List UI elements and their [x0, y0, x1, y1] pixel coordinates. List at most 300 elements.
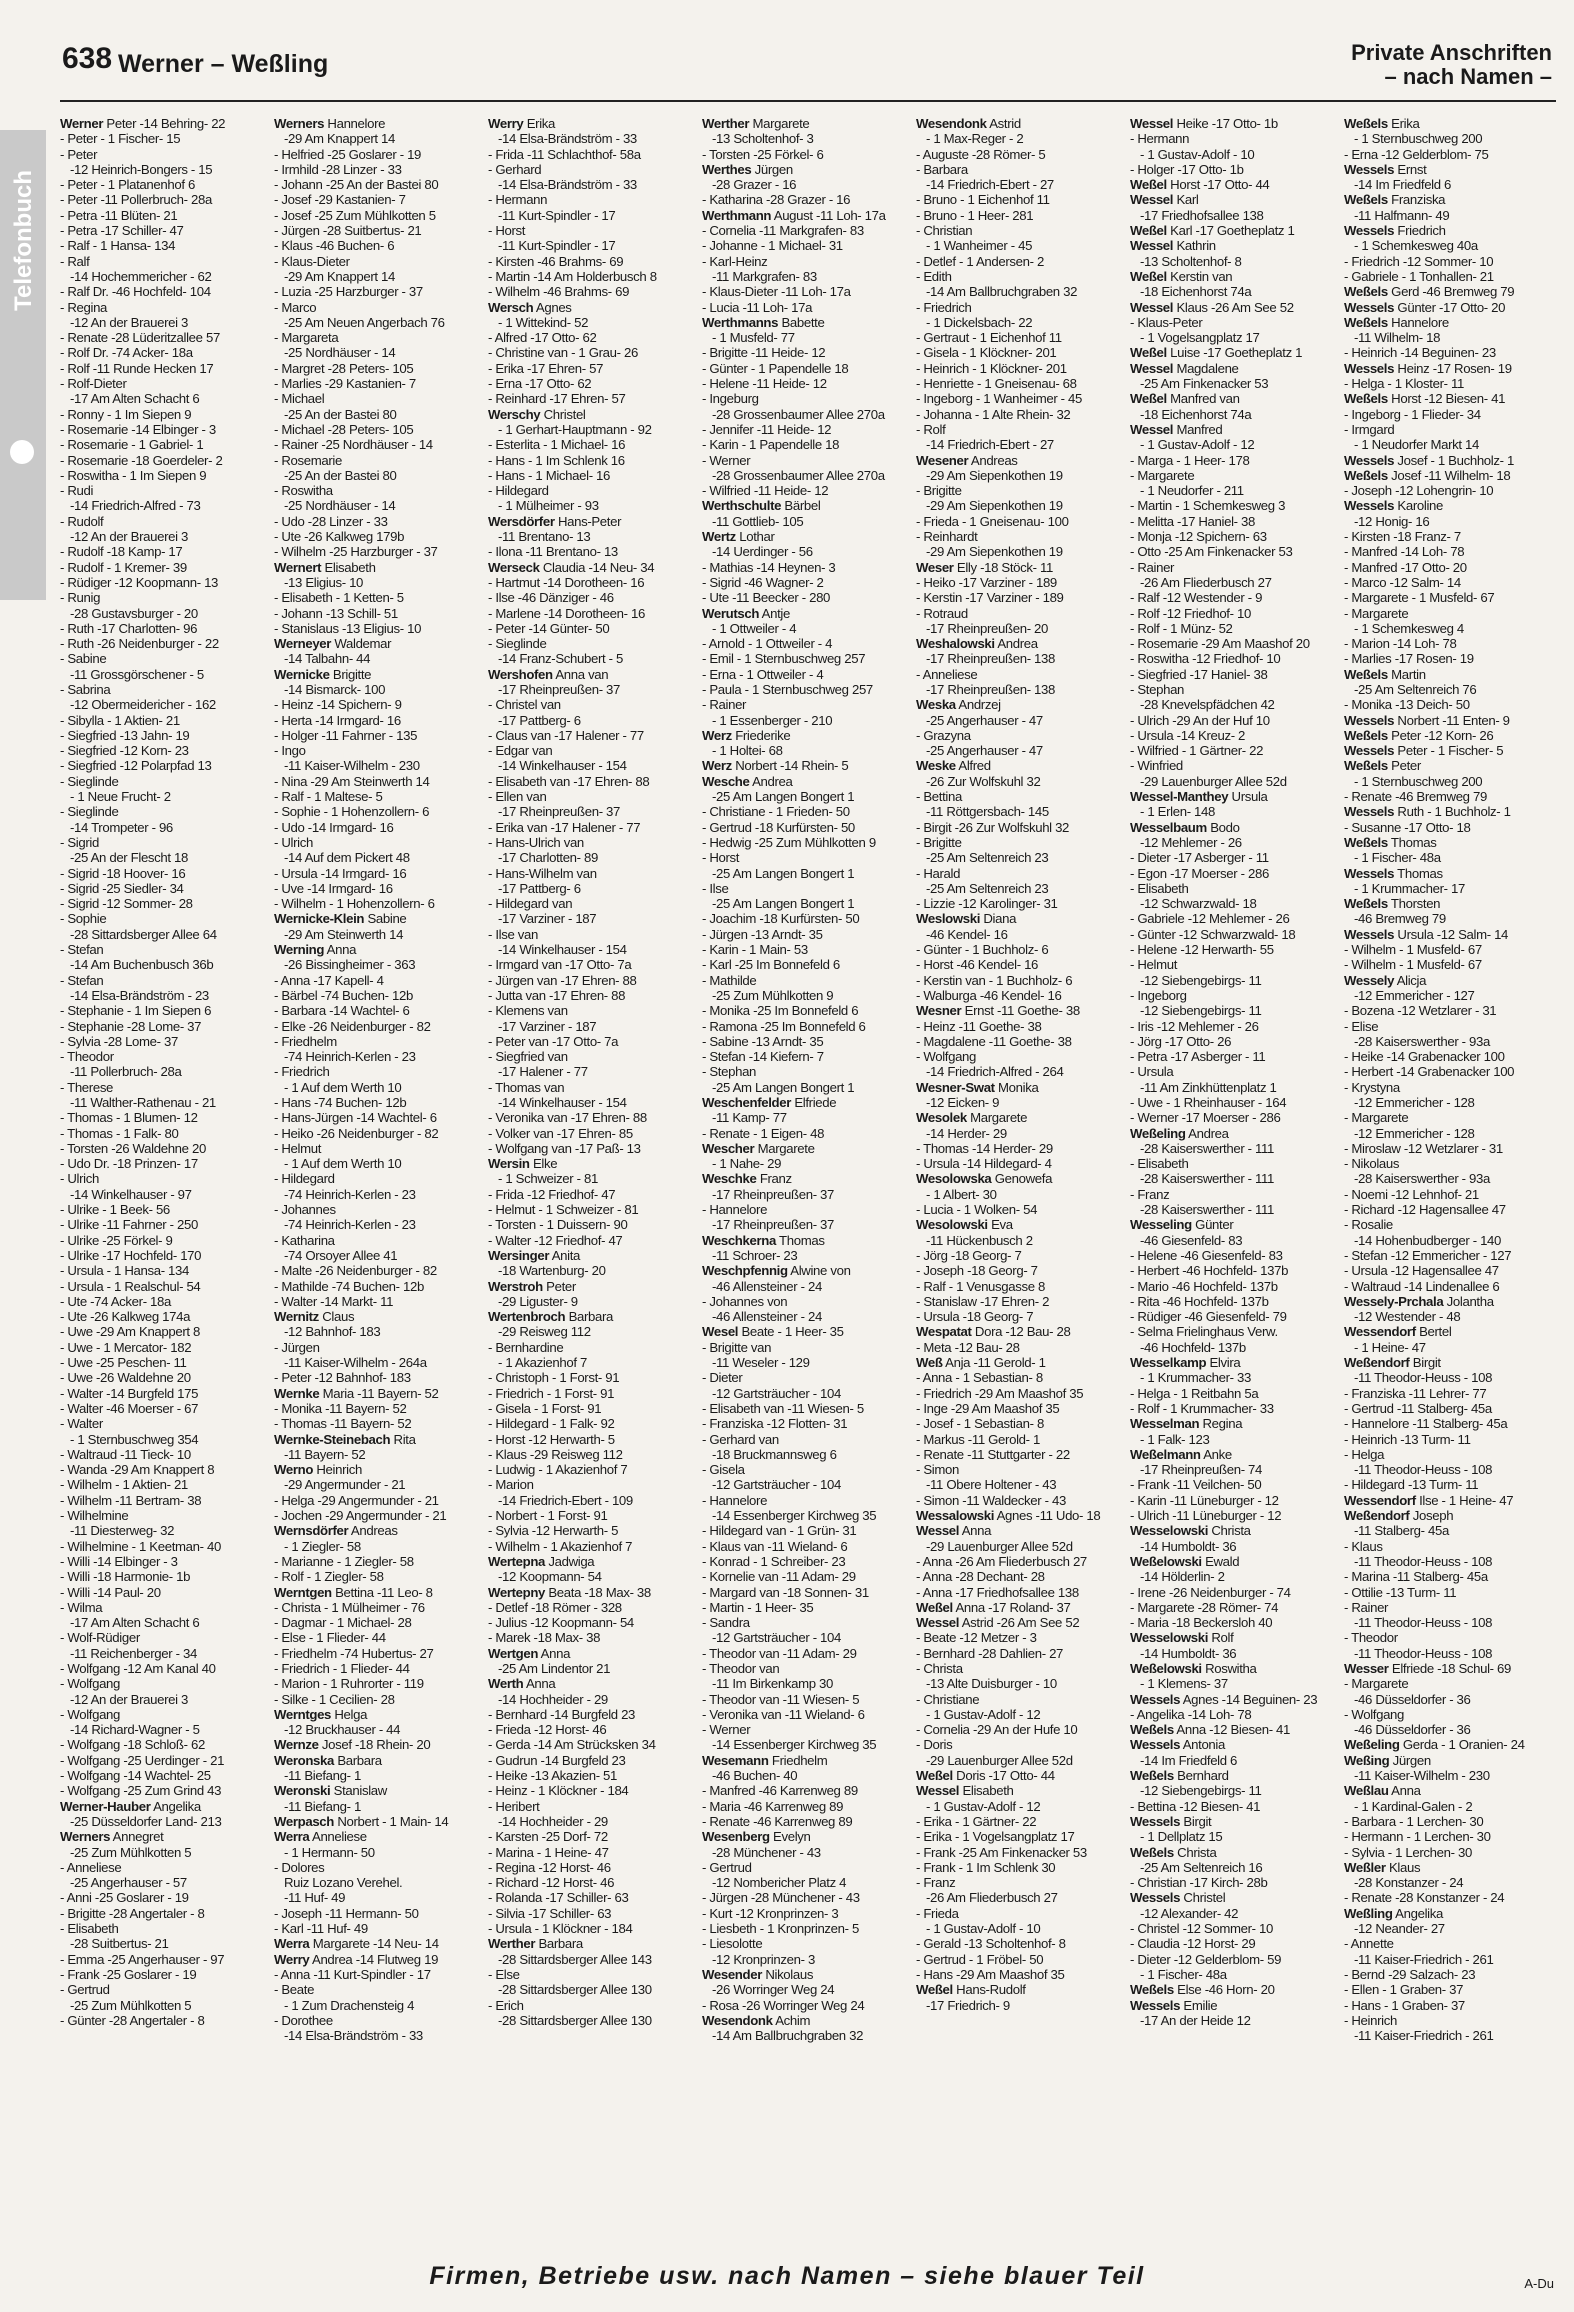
listing-entry — [1344, 1171, 1550, 1186]
listing-entry — [60, 988, 266, 1003]
listing-detail: - Udo -14 Irmgard- 16 — [274, 819, 394, 835]
listing-detail: - Anna -11 Kurt-Spindler - 17 — [274, 1966, 431, 1982]
listing-detail: - Karl -25 Im Bonnefeld 6 — [702, 957, 840, 973]
listing-detail: -11 Halfmann- 49 — [1354, 207, 1450, 223]
listing-detail: -11 Am Zinkhüttenplatz 1 — [1140, 1079, 1277, 1095]
listing-entry — [1344, 651, 1550, 666]
listing-entry — [702, 1432, 908, 1447]
listing-surname: Wessel — [1130, 360, 1174, 376]
listing-entry — [702, 300, 908, 315]
listing-entry — [1344, 468, 1550, 483]
listing-detail: - Anna -17 Kapell- 4 — [274, 972, 384, 988]
listing-surname: Wessel — [1130, 299, 1174, 315]
listing-surname: Wesener — [916, 452, 969, 468]
listing-detail: Christel — [540, 406, 586, 422]
listing-detail: - 1 Neue Frucht- 2 — [70, 789, 171, 805]
listing-detail: - Jutta van -17 Ehren- 88 — [488, 987, 626, 1003]
listing-entry — [488, 1340, 694, 1355]
listing-detail: - Ursula - 1 Klöckner - 184 — [488, 1921, 633, 1937]
listing-surname: Werther — [702, 116, 750, 131]
listing-entry — [1130, 1279, 1336, 1294]
listing-detail: Anneliese — [309, 1829, 367, 1845]
listing-detail: - Ursula -14 Irmgard- 16 — [274, 865, 407, 881]
listing-detail: - Helfried -25 Goslarer - 19 — [274, 146, 422, 162]
listing-detail: - Otto -25 Am Finkenacker 53 — [1130, 544, 1293, 560]
listing-detail: - Günter -12 Schwarzwald- 18 — [1130, 926, 1296, 942]
listing-detail: - Ursula -12 Hagensallee 47 — [1344, 1263, 1499, 1279]
listing-detail: -12 Nombericher Platz 4 — [712, 1875, 847, 1891]
listing-detail: Dora -12 Bau- 28 — [971, 1324, 1071, 1340]
listing-entry — [488, 682, 694, 697]
listing-detail: - Rosalie — [1344, 1217, 1393, 1233]
listing-entry — [274, 1768, 480, 1783]
listing-entry — [274, 1095, 480, 1110]
listing-surname: Wesselowski — [1130, 1523, 1209, 1539]
listing-detail: Bettina -11 Leo- 8 — [331, 1584, 433, 1600]
listing-surname: Wessel — [1130, 238, 1174, 254]
listing-entry — [274, 1248, 480, 1263]
listing-entry — [488, 758, 694, 773]
listing-detail: - Ulrike -17 Hochfeld- 170 — [60, 1247, 202, 1263]
listing-entry — [274, 1875, 480, 1890]
listing-detail: Bodo — [1206, 819, 1240, 835]
listing-detail: - Klaus -46 Buchen- 6 — [274, 238, 395, 254]
listing-entry — [916, 1737, 1122, 1752]
listing-detail: Diana — [980, 911, 1017, 927]
listing-detail: - Rainer -25 Nordhäuser - 14 — [274, 437, 433, 453]
listing-entry — [1130, 942, 1336, 957]
listing-detail: - Walter -14 Burgfeld 175 — [60, 1385, 199, 1401]
listing-detail: - Horst — [702, 850, 740, 866]
listing-detail: - Ulrich -11 Lüneburger - 12 — [1130, 1508, 1282, 1524]
listing-detail: - Horst — [488, 223, 526, 239]
listing-entry — [916, 208, 1122, 223]
listing-detail: -14 Winkelhauser - 154 — [498, 1095, 627, 1110]
listing-detail: - Stefan — [60, 972, 104, 988]
listing-entry — [274, 1554, 480, 1569]
listing-entry — [1130, 1416, 1336, 1431]
listing-detail: Ernst -11 Goethe- 38 — [961, 1003, 1080, 1019]
listing-detail: - Franziska -11 Lehrer- 77 — [1344, 1385, 1487, 1401]
listing-entry — [1344, 269, 1550, 284]
listing-surname: Wertenbroch — [488, 1309, 566, 1325]
listing-detail: -11 Kaiser-Friedrich - 261 — [1354, 1951, 1494, 1967]
listing-entry — [60, 468, 266, 483]
listing-detail: - Ludwig - 1 Akazienhof 7 — [488, 1462, 628, 1478]
listing-entry — [702, 254, 908, 269]
listing-detail: - Ursula -14 Kreuz- 2 — [1130, 727, 1246, 743]
listing-detail: -25 Zum Mühlkotten 5 — [70, 1997, 192, 2013]
listing-entry — [702, 1156, 908, 1171]
listing-surname: Werning — [274, 942, 325, 958]
listing-entry — [60, 1462, 266, 1477]
listing-detail: - Jürgen van -17 Ehren- 88 — [488, 972, 637, 988]
listing-entry — [60, 1539, 266, 1554]
listing-entry — [702, 1753, 908, 1768]
listing-entry — [916, 1187, 1122, 1202]
listing-detail: - Rosemarie -14 Elbinger - 3 — [60, 421, 216, 437]
listing-entry — [1130, 1493, 1336, 1508]
listing-entry — [488, 1401, 694, 1416]
listing-detail: Claus — [318, 1309, 355, 1325]
listing-detail: - Gertrud - 1 Fröbel- 50 — [916, 1951, 1044, 1967]
listing-detail: -11 Kaiser-Wilhelm - 230 — [1354, 1768, 1490, 1784]
listing-surname: Weßels — [1344, 192, 1388, 208]
listing-entry — [1130, 911, 1336, 926]
listing-detail: - Margarete -28 Römer- 74 — [1130, 1599, 1279, 1615]
listing-detail: - Willi -14 Elbinger - 3 — [60, 1553, 178, 1569]
listing-detail: - Stephanie - 1 Im Siepen 6 — [60, 1003, 212, 1019]
listing-entry — [1130, 544, 1336, 559]
listing-detail: -11 Stalberg- 45a — [1354, 1523, 1449, 1539]
listing-detail: - Klemens van — [488, 1003, 568, 1019]
listing-detail: -29 Lauenburger Allee 52d — [1140, 773, 1287, 789]
listing-entry — [60, 774, 266, 789]
listing-detail: - Wolfgang — [1344, 1706, 1405, 1722]
listing-entry — [916, 973, 1122, 988]
listing-detail: - Helga - 1 Kloster- 11 — [1344, 376, 1464, 392]
listing-entry — [488, 147, 694, 162]
listing-detail: - Dorothee — [274, 2012, 333, 2028]
listing-detail: -14 Friedrich-Ebert - 27 — [926, 437, 1054, 453]
listing-detail: Barbara — [535, 1936, 583, 1952]
listing-entry — [1344, 789, 1550, 804]
listing-detail: - Helmut — [1130, 957, 1178, 973]
listing-surname: Werz — [702, 727, 732, 743]
listing-entry — [274, 1952, 480, 1967]
listing-detail: - 1 Krummacher- 33 — [1140, 1370, 1251, 1386]
listing-detail: August -11 Loh- 17a — [771, 207, 886, 223]
listing-detail: -25 Angerhauser - 47 — [926, 743, 1043, 759]
listing-detail: -14 Elsa-Brändström - 23 — [70, 987, 209, 1003]
listing-entry — [702, 1860, 908, 1875]
listing-detail: - Klaus — [1344, 1538, 1383, 1554]
listing-detail: - Hans - 1 Graben- 37 — [1344, 1997, 1465, 2013]
listing-detail: - Lucia -11 Loh- 17a — [702, 299, 813, 315]
listing-detail: - Uwe -26 Waldehne 20 — [60, 1370, 191, 1386]
listing-entry — [916, 774, 1122, 789]
listing-entry — [274, 1523, 480, 1538]
listing-entry — [702, 1676, 908, 1691]
listing-detail: - Margarete - 1 Musfeld- 67 — [1344, 590, 1495, 606]
listing-surname: Wersinger — [488, 1247, 550, 1263]
listing-detail: - Torsten - 1 Duissern- 90 — [488, 1217, 628, 1233]
listing-entry — [274, 682, 480, 697]
listing-entry — [60, 330, 266, 345]
listing-entry — [702, 1340, 908, 1355]
listing-entry — [274, 514, 480, 529]
listing-detail: Anna van — [552, 666, 609, 682]
listing-entry — [916, 651, 1122, 666]
listing-detail: -14 Friedrich-Alfred - 73 — [70, 498, 201, 514]
listing-detail: -25 Am Lindentor 21 — [498, 1660, 611, 1676]
listing-surname: Weßels — [1344, 467, 1388, 483]
listing-entry — [60, 1355, 266, 1370]
listing-entry — [1344, 1217, 1550, 1232]
listing-columns — [60, 116, 1556, 2228]
listing-surname: Werntges — [274, 1706, 332, 1722]
listing-entry — [60, 1416, 266, 1431]
listing-entry — [488, 2013, 694, 2028]
listing-detail: -25 An der Bastei 80 — [284, 467, 397, 483]
listing-entry — [916, 1202, 1122, 1217]
listing-surname: Wessels — [1344, 223, 1395, 239]
listing-detail: - Hildegard van — [488, 896, 573, 912]
listing-detail: - Siegfried -17 Haniel- 38 — [1130, 666, 1268, 682]
listing-entry — [488, 422, 694, 437]
listing-detail: - Franz — [1130, 1186, 1170, 1202]
listing-entry — [488, 238, 694, 253]
listing-detail: - Stefan -12 Emmericher - 127 — [1344, 1247, 1512, 1263]
listing-entry — [1344, 1829, 1550, 1844]
listing-entry — [488, 1539, 694, 1554]
listing-detail: -29 Am Knappert 14 — [284, 131, 395, 147]
listing-entry — [488, 1447, 694, 1462]
listing-entry — [60, 697, 266, 712]
listing-entry — [488, 1508, 694, 1523]
listing-entry — [1130, 514, 1336, 529]
listing-entry — [916, 1523, 1122, 1538]
listing-detail: - Wolfgang -12 Am Kanal 40 — [60, 1660, 216, 1676]
listing-detail: - Rudolf -18 Kamp- 17 — [60, 544, 183, 560]
listing-detail: Kathrin — [1173, 238, 1216, 254]
listing-surname: Wersdörfer — [488, 513, 555, 529]
listing-entry — [1130, 1324, 1336, 1339]
listing-detail: - Ursula - 1 Hansa- 134 — [60, 1263, 190, 1279]
listing-detail: - Winfried — [1130, 758, 1183, 774]
listing-detail: -12 An der Brauerei 3 — [70, 529, 189, 545]
listing-entry — [274, 575, 480, 590]
listing-detail: - Monika -11 Bayern- 52 — [274, 1400, 407, 1416]
listing-detail: - 1 Schemkesweg 40a — [1354, 238, 1478, 254]
listing-entry — [274, 820, 480, 835]
listing-entry — [1130, 300, 1336, 315]
listing-surname: Weßeling — [1344, 1737, 1400, 1753]
listing-entry — [1130, 789, 1336, 804]
listing-surname: Weßler — [1344, 1859, 1386, 1875]
listing-entry — [1130, 529, 1336, 544]
listing-entry — [702, 1722, 908, 1737]
listing-entry — [274, 651, 480, 666]
listing-entry — [1344, 162, 1550, 177]
listing-detail: Karl — [1173, 192, 1199, 208]
listing-detail: - Frida -12 Friedhof- 47 — [488, 1186, 616, 1202]
listing-detail: -26 Bissingheimer - 363 — [284, 957, 416, 973]
listing-detail: -14 Am Ballbruchgraben 32 — [712, 2028, 864, 2044]
listing-entry — [60, 896, 266, 911]
listing-detail: - Mathias -14 Heynen- 3 — [702, 559, 836, 575]
listing-detail: Klaus — [1385, 1859, 1421, 1875]
listing-entry — [1130, 1370, 1336, 1385]
listing-entry — [1344, 911, 1550, 926]
listing-entry — [1130, 1447, 1336, 1462]
listing-detail: -28 Gustavsburger - 20 — [70, 605, 198, 621]
listing-entry — [702, 1447, 908, 1462]
listing-entry — [1130, 1875, 1336, 1890]
listing-column — [274, 116, 480, 2228]
listing-entry — [1344, 1126, 1550, 1141]
listing-entry — [916, 1630, 1122, 1645]
listing-detail: -17 Halener - 77 — [498, 1064, 588, 1080]
listing-detail: - Werner — [702, 452, 751, 468]
listing-detail: - Josef -25 Zum Mühlkotten 5 — [274, 207, 436, 223]
listing-detail: - Klaus-Dieter -11 Loh- 17a — [702, 284, 851, 300]
listing-entry — [60, 789, 266, 804]
listing-entry — [1344, 1340, 1550, 1355]
listing-detail: Karl -17 Goetheplatz 1 — [1166, 223, 1295, 239]
listing-entry — [1344, 1279, 1550, 1294]
listing-entry — [916, 254, 1122, 269]
listing-detail: - Friedhelm — [274, 1033, 337, 1049]
listing-detail: -14 Essenberger Kirchweg 35 — [712, 1508, 877, 1524]
listing-entry — [1344, 1049, 1550, 1064]
listing-entry — [1344, 774, 1550, 789]
listing-entry — [916, 881, 1122, 896]
listing-entry — [916, 1294, 1122, 1309]
listing-detail: -29 Am Knappert 14 — [284, 268, 395, 284]
listing-surname: Wessels — [1130, 1997, 1181, 2013]
listing-detail: Beata -18 Max- 38 — [545, 1584, 651, 1600]
listing-detail: - Anneliese — [60, 1859, 122, 1875]
listing-entry — [60, 1508, 266, 1523]
listing-detail: -14 Winkelhauser - 97 — [70, 1186, 192, 1202]
listing-entry — [274, 1615, 480, 1630]
listing-column — [60, 116, 266, 2228]
listing-entry — [702, 866, 908, 881]
listing-entry — [916, 560, 1122, 575]
listing-entry — [60, 1845, 266, 1860]
listing-entry — [1344, 1936, 1550, 1951]
listing-entry — [274, 1003, 480, 1018]
listing-entry — [1130, 1217, 1336, 1232]
listing-entry — [916, 1263, 1122, 1278]
listing-entry — [916, 1646, 1122, 1661]
listing-entry — [702, 131, 908, 146]
listing-detail: Annegret — [110, 1829, 164, 1845]
listing-entry — [1344, 1921, 1550, 1936]
listing-entry — [916, 1722, 1122, 1737]
listing-detail: - Günter - 1 Buchholz- 6 — [916, 942, 1049, 958]
listing-detail: -17 Pattberg- 6 — [498, 712, 581, 728]
listing-entry — [274, 1370, 480, 1385]
listing-detail: -17 Rheinpreußen- 37 — [498, 681, 621, 697]
listing-detail: - Ellen van — [488, 789, 547, 805]
listing-entry — [1130, 1034, 1336, 1049]
listing-detail: - Sabine — [60, 651, 107, 667]
listing-detail: - Christiane - 1 Frieden- 50 — [702, 804, 850, 820]
listing-detail: - Meta -12 Bau- 28 — [916, 1339, 1020, 1355]
listing-entry — [488, 1646, 694, 1661]
listing-entry — [60, 1952, 266, 1967]
listing-detail: -12 Schwarzwald- 18 — [1140, 896, 1257, 912]
listing-entry — [916, 835, 1122, 850]
listing-entry — [60, 1998, 266, 2013]
listing-entry — [274, 1202, 480, 1217]
listing-entry — [1344, 1309, 1550, 1324]
listing-entry — [60, 1217, 266, 1232]
listing-detail: -14 Essenberger Kirchweg 35 — [712, 1737, 877, 1753]
listing-entry — [702, 1952, 908, 1967]
listing-entry — [1344, 606, 1550, 621]
listing-detail: - Marlies -29 Kastanien- 7 — [274, 376, 416, 392]
listing-detail: - Rüdiger -12 Koopmann- 13 — [60, 574, 219, 590]
listing-detail: -14 Humboldt- 36 — [1140, 1538, 1237, 1554]
listing-detail: Ernst — [1394, 161, 1427, 177]
listing-entry — [274, 345, 480, 360]
listing-surname: Werthmann — [702, 207, 772, 223]
listing-detail: - Sophie - 1 Hohenzollern- 6 — [274, 804, 430, 820]
listing-entry — [1130, 1600, 1336, 1615]
listing-detail: - Kornelie van -11 Adam- 29 — [702, 1569, 856, 1585]
listing-detail: - Peter -11 Pollerbruch- 28a — [60, 192, 212, 208]
listing-detail: Antonia — [1180, 1737, 1225, 1753]
listing-surname: Wessalowski — [916, 1508, 995, 1524]
listing-entry — [1130, 269, 1336, 284]
listing-entry — [60, 1753, 266, 1768]
listing-detail: - Markus -11 Gerold- 1 — [916, 1431, 1040, 1447]
listing-entry — [1130, 667, 1336, 682]
listing-entry — [702, 743, 908, 758]
listing-entry — [60, 1309, 266, 1324]
listing-detail: - 1 Musfeld- 77 — [712, 330, 795, 346]
listing-entry — [60, 1049, 266, 1064]
listing-entry — [60, 1600, 266, 1615]
listing-entry — [1130, 1569, 1336, 1584]
listing-surname: Werthes — [702, 161, 752, 177]
listing-entry — [60, 1370, 266, 1385]
listing-surname: Wernze — [274, 1737, 319, 1753]
listing-detail: - Ulrike -25 Förkel- 9 — [60, 1232, 173, 1248]
listing-detail: - Grazyna — [916, 727, 971, 743]
listing-detail: - Werner -17 Moerser - 286 — [1130, 1110, 1281, 1126]
listing-detail: - 1 Sternbuschweg 200 — [1354, 131, 1483, 147]
listing-detail: - Ottilie -13 Turm- 11 — [1344, 1584, 1457, 1600]
listing-entry — [702, 1370, 908, 1385]
listing-entry — [60, 453, 266, 468]
listing-surname: Wesselkamp — [1130, 1355, 1207, 1371]
listing-detail: - Michael — [274, 391, 325, 407]
listing-entry — [488, 927, 694, 942]
listing-entry — [488, 391, 694, 406]
listing-entry — [60, 560, 266, 575]
listing-entry — [702, 1585, 908, 1600]
listing-detail: - Sieglinde — [60, 804, 119, 820]
listing-surname: Werpasch — [274, 1813, 334, 1829]
listing-entry — [702, 147, 908, 162]
listing-detail: Agnes -14 Beguinen- 23 — [1180, 1691, 1318, 1707]
listing-detail: - Hermann - 1 Lerchen- 30 — [1344, 1829, 1491, 1845]
listing-entry — [702, 1034, 908, 1049]
listing-detail: - Wolfgang van -17 Paß- 13 — [488, 1140, 641, 1156]
listing-detail: -11 Kurt-Spindler - 17 — [498, 207, 616, 223]
listing-detail: - Kerstin van - 1 Buchholz- 6 — [916, 972, 1073, 988]
listing-detail: - Ulrich -29 An der Huf 10 — [1130, 712, 1270, 728]
listing-surname: Wesender — [702, 1966, 762, 1982]
listing-entry — [1344, 407, 1550, 422]
listing-entry — [274, 391, 480, 406]
listing-detail: - Frank -25 Goslarer - 19 — [60, 1966, 197, 1982]
listing-entry — [488, 1156, 694, 1171]
listing-detail: - Dieter — [702, 1370, 743, 1386]
listing-detail: - Bruno - 1 Eichenhof 11 — [916, 192, 1050, 208]
listing-entry — [1130, 483, 1336, 498]
listing-entry — [60, 606, 266, 621]
listing-detail: - Richard -12 Horst- 46 — [488, 1875, 615, 1891]
listing-entry — [1130, 682, 1336, 697]
listing-entry — [702, 1095, 908, 1110]
listing-entry — [274, 636, 480, 651]
listing-detail: -17 An der Heide 12 — [1140, 2012, 1251, 2028]
